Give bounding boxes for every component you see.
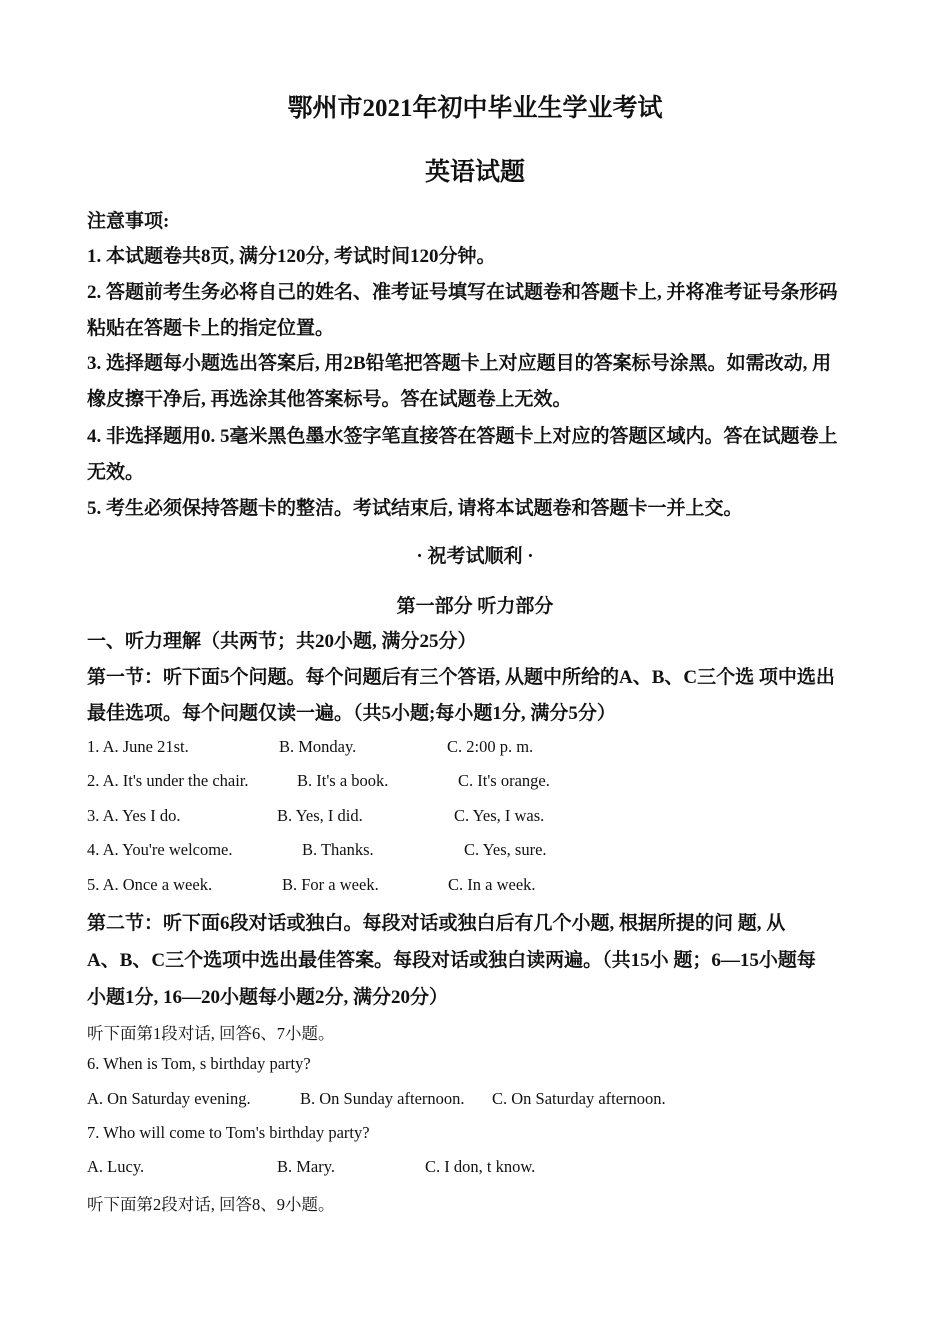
q4-option-b: B. Thanks. xyxy=(302,840,374,859)
notice-item-4: 4. 非选择题用0. 5毫米黑色墨水签字笔直接答在答题卡上对应的答题区域内。答在试题卷上 xyxy=(87,426,838,447)
notice-item-2-cont: 粘贴在答题卡上的指定位置。 xyxy=(87,318,335,339)
notice-item-3-cont: 橡皮擦干净后, 再选涂其他答案标号。答在试题卷上无效。 xyxy=(87,389,572,410)
q6-option-a: A. On Saturday evening. xyxy=(87,1089,251,1108)
notice-item-2: 2. 答题前考生务必将自己的姓名、准考证号填写在试题卷和答题卡上, 并将准考证号条形码 xyxy=(87,282,838,303)
q6-option-c: C. On Saturday afternoon. xyxy=(492,1089,666,1108)
part-title: 第一部分 听力部分 xyxy=(396,596,554,617)
notice-heading: 注意事项: xyxy=(87,211,170,232)
q5-option-b: B. For a week. xyxy=(282,875,379,894)
q2-option-c: C. It's orange. xyxy=(458,771,550,790)
sec2-instruction-cont-2: 小题1分, 16—20小题每小题2分, 满分20分） xyxy=(87,987,449,1008)
dialog1-intro: 听下面第1段对话, 回答6、7小题。 xyxy=(87,1024,335,1043)
q7-option-a: A. Lucy. xyxy=(87,1157,145,1176)
q1-option-b: B. Monday. xyxy=(279,737,357,756)
sec1-instruction: 第一节：听下面5个问题。每个问题后有三个答语, 从题中所给的A、B、C三个选 项中选出 xyxy=(87,667,835,688)
q5-option-c: C. In a week. xyxy=(448,875,536,894)
sec1-instruction-cont: 最佳选项。每个问题仅读一遍。（共5小题;每小题1分, 满分5分） xyxy=(87,703,616,724)
dialog2-intro: 听下面第2段对话, 回答8、9小题。 xyxy=(87,1195,335,1214)
q4-option-a: 4. A. You're welcome. xyxy=(87,840,233,859)
q7-option-b: B. Mary. xyxy=(277,1157,336,1176)
q3-option-c: C. Yes, I was. xyxy=(454,806,545,825)
sec2-instruction: 第二节：听下面6段对话或独白。每段对话或独白后有几个小题, 根据所提的问 题, 从 xyxy=(87,913,786,934)
exam-subtitle: 英语试题 xyxy=(424,159,525,186)
q2-option-b: B. It's a book. xyxy=(297,771,389,790)
question-7: 7. Who will come to Tom's birthday party? xyxy=(87,1123,370,1142)
exam-title: 鄂州市2021年初中毕业生学业考试 xyxy=(287,95,663,122)
sec2-instruction-cont-1: A、B、C三个选项中选出最佳答案。每段对话或独白读两遍。（共15小 题；6—15小题每 xyxy=(87,950,816,971)
q4-option-c: C. Yes, sure. xyxy=(464,840,547,859)
notice-item-4-cont: 无效。 xyxy=(87,462,145,483)
section-heading: 一、听力理解（共两节；共20小题, 满分25分） xyxy=(87,631,477,652)
q2-option-a: 2. A. It's under the chair. xyxy=(87,771,249,790)
q3-option-b: B. Yes, I did. xyxy=(277,806,363,825)
q5-option-a: 5. A. Once a week. xyxy=(87,875,213,894)
q6-option-b: B. On Sunday afternoon. xyxy=(300,1089,465,1108)
q1-option-c: C. 2:00 p. m. xyxy=(447,737,534,756)
q1-option-a: 1. A. June 21st. xyxy=(87,737,189,756)
notice-item-5: 5. 考生必须保持答题卡的整洁。考试结束后, 请将本试题卷和答题卡一并上交。 xyxy=(87,498,743,519)
notice-item-3: 3. 选择题每小题选出答案后, 用2B铅笔把答题卡上对应题目的答案标号涂黑。如需改动, 用 xyxy=(87,353,832,374)
question-6: 6. When is Tom, s birthday party? xyxy=(87,1054,311,1073)
q7-option-c: C. I don, t know. xyxy=(425,1157,536,1176)
notice-item-1: 1. 本试题卷共8页, 满分120分, 考试时间120分钟。 xyxy=(87,246,496,267)
q3-option-a: 3. A. Yes I do. xyxy=(87,806,181,825)
wish-line: · 祝考试顺利 · xyxy=(416,546,534,567)
